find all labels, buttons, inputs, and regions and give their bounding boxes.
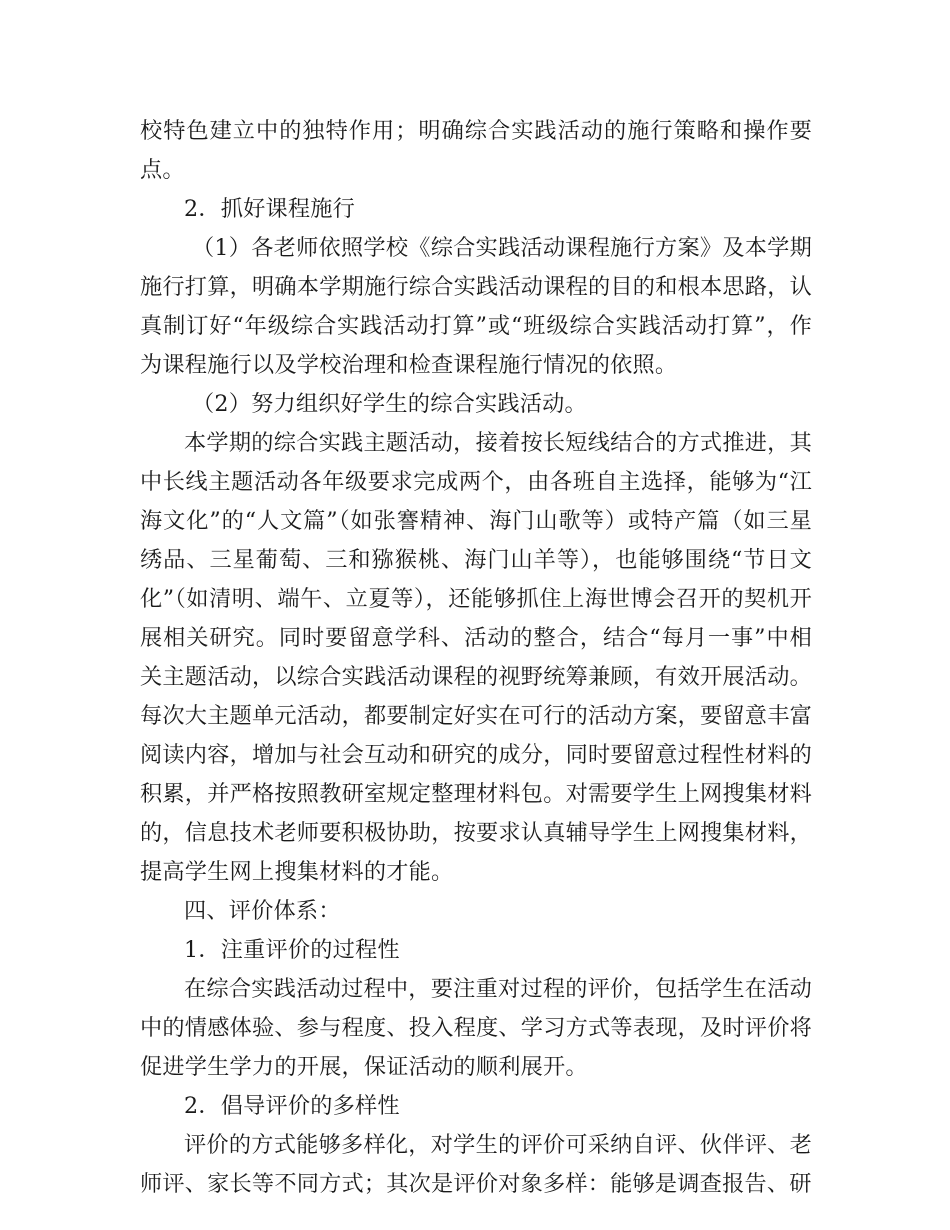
section-heading: 四、评价体系：	[184, 898, 341, 924]
body-paragraph: （2）努力组织好学生的综合实践活动。	[192, 391, 587, 417]
body-paragraph: 评价的方式能够多样化，对学生的评价可采纳自评、伙伴评、老师评、家长等不同方式；其次是评价对象多样：能够是调查报告、研	[140, 1132, 812, 1197]
body-paragraph: 本学期的综合实践主题活动，接着按长短线结合的方式推进，其中长线主题活动各年级要求完成两个，由各班自主选择，能够为“江海文化”的“人文篇”（如张謇精神、海门山歌等）或特产篇（如三星绣品、三星葡萄、三和猕猴桃、海门山羊等），也能够围绕“节日文化”（如清明、端午、立夏等），还能够抓住上海世博会召开的契机开展相关研究。同时要留意学科、活动的整合，结合“每月一事”中相关主题活动，以综合实践活动课程的视野统筹兼顾，有效开展活动。每次大主题单元活动，都要制定好实在可行的活动方案，要留意丰富阅读内容，增加与社会互动和研究的成分，同时要留意过程性材料的积累，并严格按照教研室规定整理材料包。对需要学生上网搜集材料的，信息技术老师要积极协助，按要求认真辅导学生上网搜集材料，提高学生网上搜集材料的才能。	[140, 430, 812, 885]
body-paragraph: 校特色建立中的独特作用；明确综合实践活动的施行策略和操作要点。	[140, 118, 812, 183]
section-heading: 2．抓好课程施行	[184, 196, 356, 222]
document-page	[140, 112, 812, 1204]
body-paragraph: （1）各老师依照学校《综合实践活动课程施行方案》及本学期施行打算，明确本学期施行综合实践活动课程的目的和根本思路，认真制订好“年级综合实践活动打算”或“班级综合实践活动打算”，作为课程施行以及学校治理和检查课程施行情况的依照。	[140, 235, 812, 378]
body-paragraph: 在综合实践活动过程中，要注重对过程的评价，包括学生在活动中的情感体验、参与程度、投入程度、学习方式等表现，及时评价将促进学生学力的开展，保证活动的顺利展开。	[140, 976, 812, 1080]
section-heading: 2．倡导评价的多样性	[184, 1093, 400, 1119]
section-heading: 1．注重评价的过程性	[184, 937, 400, 963]
